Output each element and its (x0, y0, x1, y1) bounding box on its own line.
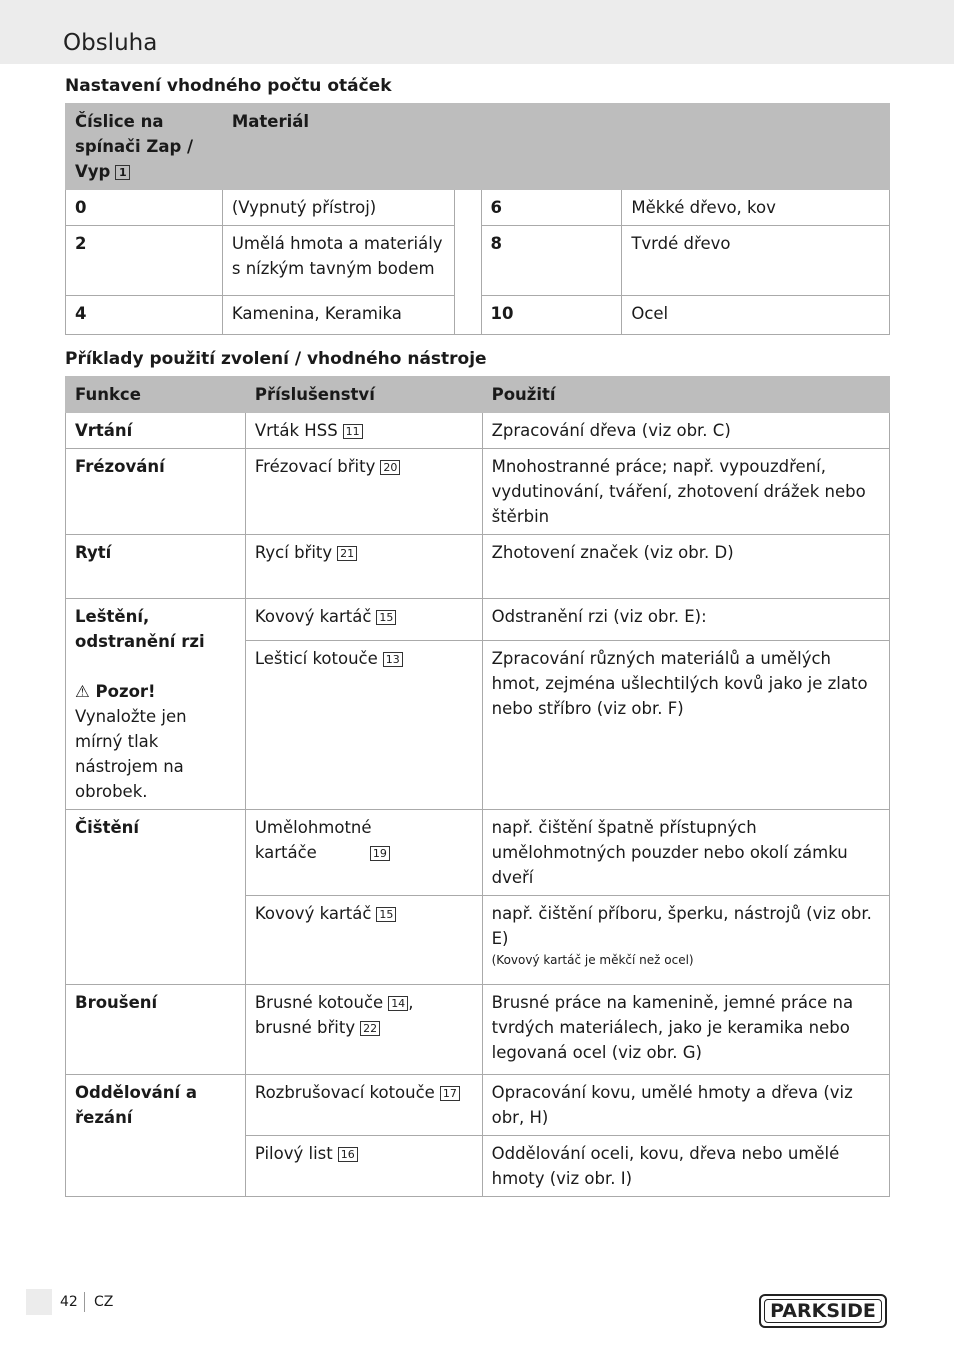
table-row (66, 449, 890, 535)
function-label: Leštění, odstranění rzi (75, 607, 205, 651)
language-code: CZ (94, 1294, 114, 1310)
ref-badge: 14 (388, 996, 408, 1011)
function-cell: Broušení (66, 985, 246, 1075)
use-cell: např. čištění příboru, šperku, nástrojů (viz obr. E) (Kovový kartáč je měkčí než ocel) (482, 896, 889, 985)
speed-num: 10 (481, 296, 622, 335)
table-row (66, 1075, 890, 1136)
accessory-cell: Vrták HSS 11 (245, 413, 482, 449)
page-number: 42 (60, 1294, 78, 1310)
use-cell: Zpracování dřeva (viz obr. C) (482, 413, 889, 449)
speed-num: 0 (66, 190, 223, 226)
accessory-cell: Rycí břity 21 (245, 535, 482, 599)
ref-badge: 17 (440, 1086, 460, 1101)
usage-header-accessory: Příslušenství (245, 377, 482, 413)
speed-num: 4 (66, 296, 223, 335)
warning-title: ⚠ Pozor! (75, 682, 156, 701)
function-cell: Frézování (66, 449, 246, 535)
use-cell: Opracování kovu, umělé hmoty a dřeva (viz obr, H) (482, 1075, 889, 1136)
speed-material: (Vypnutý přístroj) (222, 190, 454, 226)
accessory-cell: Brusné kotouče 14 , brusné břity 22 (245, 985, 482, 1075)
function-cell (66, 599, 246, 810)
accessory-cell: Kovový kartáč 15 (245, 896, 482, 985)
function-cell: Čištění (66, 810, 246, 985)
accessory-cell: Pilový list 16 (245, 1136, 482, 1197)
speed-header-digit: Číslice na spínači Zap / Vyp 1 (66, 104, 223, 190)
ref-badge: 21 (337, 546, 357, 561)
page-title: Obsluha (63, 30, 158, 56)
function-cell: Vrtání (66, 413, 246, 449)
warning-text: Vynaložte jen mírný tlak nástrojem na obrobek. (75, 707, 187, 801)
use-cell: Odstranění rzi (viz obr. E): (482, 599, 889, 641)
speed-header-material: Materiál (222, 104, 889, 190)
accessory-cell: Frézovací břity 20 (245, 449, 482, 535)
ref-badge: 20 (380, 460, 400, 475)
speed-num: 2 (66, 226, 223, 296)
speed-material: Ocel (622, 296, 890, 335)
table-row (66, 599, 890, 641)
accessory-cell: Umělohmotné kartáče 19 (245, 810, 482, 896)
speed-material: Měkké dřevo, kov (622, 190, 890, 226)
use-cell: Brusné práce na kamenině, jemné práce na tvrdých materiálech, jako je keramika nebo legovaná ocel (viz obr. G) (482, 985, 889, 1075)
use-cell: Oddělování oceli, kovu, dřeva nebo umělé hmoty (viz obr. I) (482, 1136, 889, 1197)
function-cell: Oddělování a řezání (66, 1075, 246, 1197)
use-cell: Zpracování různých materiálů a umělých hmot, zejména ušlechtilých kovů jako je zlato nebo stříbro (viz obr. F) (482, 641, 889, 810)
table-row (66, 535, 890, 599)
ref-badge: 11 (343, 424, 363, 439)
use-cell: např. čištění špatně přístupných umělohmotných pouzder nebo okolí zámku dveří (482, 810, 889, 896)
brand-logo-text: PARKSIDE (770, 1300, 876, 1322)
speed-material: Umělá hmota a materiály s nízkým tavným bodem (222, 226, 454, 296)
use-cell: Zhotovení značek (viz obr. D) (482, 535, 889, 599)
ref-badge: 22 (360, 1021, 380, 1036)
note-text: (Kovový kartáč je měkčí než ocel) (491, 953, 694, 967)
usage-header-use: Použití (482, 377, 889, 413)
ref-badge: 1 (115, 165, 130, 180)
ref-badge: 13 (383, 652, 403, 667)
usage-section-title: Příklady použití zvolení / vhodného nástroje (65, 349, 487, 369)
ref-badge: 15 (376, 610, 396, 625)
table-gap (454, 190, 481, 335)
accessory-cell: Rozbrušovací kotouče 17 (245, 1075, 482, 1136)
ref-badge: 15 (376, 907, 396, 922)
brand-logo (759, 1294, 887, 1328)
speed-num: 6 (481, 190, 622, 226)
speed-material: Kamenina, Keramika (222, 296, 454, 335)
table-row (66, 190, 890, 226)
speed-material: Tvrdé dřevo (622, 226, 890, 296)
accessory-cell: Kovový kartáč 15 (245, 599, 482, 641)
accessory-cell: Lešticí kotouče 13 (245, 641, 482, 810)
use-cell: Mnohostranné práce; např. vypouzdření, vydutinování, tváření, zhotovení drážek nebo štěrbin (482, 449, 889, 535)
speed-section-title: Nastavení vhodného počtu otáček (65, 76, 392, 96)
table-row (66, 810, 890, 896)
ref-badge: 16 (338, 1147, 358, 1162)
logo-frame (764, 1299, 882, 1323)
speed-table (65, 103, 890, 335)
ref-badge: 19 (370, 846, 390, 861)
usage-header-function: Funkce (66, 377, 246, 413)
table-row (66, 985, 890, 1075)
table-row (66, 413, 890, 449)
speed-num: 8 (481, 226, 622, 296)
function-cell: Rytí (66, 535, 246, 599)
usage-table (65, 376, 890, 1197)
footer-marker (26, 1289, 52, 1315)
footer-divider (84, 1292, 85, 1312)
